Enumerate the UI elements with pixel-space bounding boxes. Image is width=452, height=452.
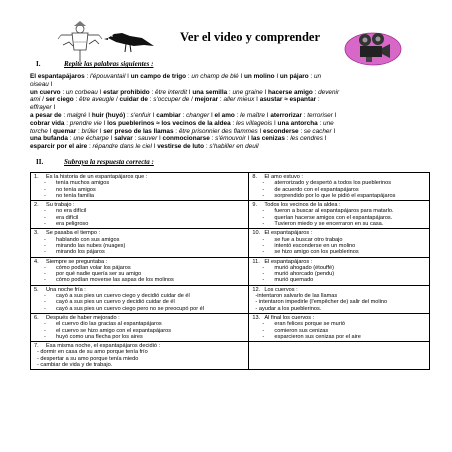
vocab-term: las cenizas — [251, 135, 285, 143]
vocab-separator: : — [125, 111, 131, 119]
answer-option[interactable]: - ayudar a los pueblerinos. — [255, 305, 322, 312]
question-cell-left — [31, 229, 249, 257]
vocab-separator: I — [332, 111, 337, 119]
vocab-separator: : — [132, 135, 139, 143]
vocab-separator: : — [317, 119, 324, 127]
vocab-translation: s'émouvoir — [215, 135, 246, 143]
question-number: 2. — [34, 202, 39, 209]
option-dash: - — [262, 327, 265, 334]
vocab-translation: être aveugle — [79, 96, 115, 104]
option-text: murió quemado — [274, 277, 314, 284]
vocab-term: a pesar de — [30, 111, 62, 119]
vocab-term: una bufanda — [30, 135, 68, 143]
answer-option[interactable] — [34, 306, 246, 312]
question-number: 13. — [252, 314, 261, 321]
vocab-term: un cuervo — [30, 88, 61, 96]
vocab-term: ser preso de las llamas — [103, 127, 174, 135]
question-number: 10. — [252, 230, 261, 237]
vocab-separator: : — [173, 127, 179, 135]
vocab-translation: être prisonnier des flammes — [178, 127, 258, 135]
section-1-title: Repite las palabras siguientes : — [64, 60, 154, 68]
vocab-translation: s'occuper de — [153, 96, 190, 104]
vocab-term: salvar — [114, 135, 133, 143]
option-text: el cuervo se hizo amigo con el espantapájaros — [56, 327, 172, 334]
option-dash: - — [44, 221, 46, 228]
question-number: 4. — [34, 258, 39, 265]
question-prompt: El amo estuvo : — [264, 174, 303, 180]
vocab-term: quemar — [53, 127, 77, 135]
section-2-title: Subraya la respuesta correcta : — [64, 158, 154, 166]
vocab-term: El espantapájaros — [30, 73, 85, 80]
option-text: se fue a buscar otro trabajo — [274, 236, 343, 243]
vocab-line — [30, 81, 425, 89]
vocab-term: asustar ≈ espantar — [259, 96, 317, 104]
section-1-heading — [36, 60, 153, 68]
option-text: cómo podían volar los pájaros — [56, 264, 131, 271]
question-block — [34, 315, 246, 340]
section-2-number: II. — [36, 158, 44, 166]
vocab-translation: une écharpe — [73, 135, 109, 143]
vocab-term: un molino — [244, 73, 275, 80]
vocab-separator: : — [301, 111, 308, 119]
question-prompt: Una noche fría : — [46, 286, 86, 293]
vocab-separator: I — [86, 111, 92, 119]
option-text: aterrorizado y despertó a todos los pueblerinos — [274, 180, 392, 187]
question-number: 11. — [252, 258, 260, 265]
vocab-translation: ami — [30, 96, 41, 104]
vocab-line — [30, 96, 425, 104]
question-cell-right — [249, 313, 430, 341]
option-text: por qué nadie quería ser su amigo — [56, 271, 142, 278]
question-block — [34, 259, 246, 284]
vocab-line — [30, 73, 425, 81]
answer-option[interactable] — [34, 221, 246, 227]
question-cell-left — [31, 285, 249, 313]
option-text: el cuervo dio las gracias al espantapájaros — [56, 321, 162, 328]
vocab-separator: : — [316, 96, 320, 104]
option-dash: - — [262, 208, 265, 215]
option-dash: - — [44, 333, 46, 340]
vocab-translation: le maître — [240, 111, 265, 119]
vocab-separator: : — [227, 88, 233, 96]
answer-option[interactable] — [252, 221, 427, 227]
vocab-term: hacerse amigo — [268, 88, 313, 96]
questions-table — [30, 172, 430, 370]
option-text: tenía muchos amigos — [56, 180, 110, 187]
question-block — [34, 287, 246, 312]
section-2-heading — [36, 158, 154, 166]
vocab-translation: l'épouvantail — [90, 73, 126, 80]
vocab-translation: être interdit — [155, 88, 188, 96]
vocab-separator: I — [331, 127, 336, 135]
answer-option[interactable] — [252, 249, 427, 255]
vocab-term: un campo de trigo — [130, 73, 187, 80]
answer-option[interactable] — [252, 277, 427, 283]
question-prompt: Su trabajo : — [46, 202, 75, 209]
vocab-translation: un corbeau — [65, 88, 98, 96]
option-dash: - — [44, 264, 46, 271]
question-prompt: El espantapájaros : — [264, 258, 313, 265]
vocab-separator: I — [322, 135, 327, 143]
vocab-separator: / — [114, 96, 120, 104]
question-row — [31, 257, 430, 285]
vocab-separator: : — [64, 119, 70, 127]
question-prompt: Es la historia de un espantapájaros que : — [46, 174, 148, 180]
vocab-translation: une graine — [232, 88, 263, 96]
vocab-term: cobrar vida — [30, 119, 65, 127]
option-text: no era difícil — [56, 208, 87, 215]
vocab-translation: répandre dans le ciel — [92, 143, 152, 151]
question-block — [252, 259, 427, 284]
option-text: eran felices porque se murió — [274, 321, 346, 328]
page-title: Ver el video y comprender — [179, 30, 321, 44]
question-number: 3. — [34, 230, 39, 237]
vocab-separator: I — [209, 111, 215, 119]
vocab-separator: : — [186, 73, 192, 80]
question-block — [252, 174, 427, 199]
option-dash: - — [262, 236, 265, 243]
option-dash: - — [44, 271, 46, 278]
answer-option[interactable] — [252, 334, 427, 340]
question-row — [31, 229, 430, 257]
question-cell-right — [249, 342, 430, 370]
vocab-translation: brûler — [81, 127, 98, 135]
vocab-term: cambiar — [156, 111, 181, 119]
vocab-translation: aller mieux — [223, 96, 255, 104]
vocab-separator: : — [149, 88, 156, 96]
option-dash: - — [262, 249, 265, 256]
vocab-translation: malgré — [66, 111, 87, 119]
option-text: no tenía familia — [56, 192, 94, 199]
question-block — [252, 315, 427, 340]
question-row — [31, 201, 430, 229]
option-text: esparcieron sus cenizas por el aire — [274, 333, 361, 340]
option-dash: - — [44, 186, 46, 193]
vocab-separator: I — [97, 88, 104, 96]
vocab-separator: : — [284, 135, 291, 143]
answer-option[interactable] — [34, 277, 246, 283]
question-cell-right — [249, 285, 430, 313]
question-row — [31, 285, 430, 313]
vocab-separator: : — [73, 96, 80, 104]
option-dash: - — [44, 236, 46, 243]
question-row — [31, 313, 430, 341]
option-text: cayó a sus pies un cuervo ciego y decidió cuidar de él — [56, 293, 190, 300]
question-prompt: El espantapájaros : — [264, 230, 313, 237]
option-text: era peligroso — [56, 221, 89, 228]
vocab-term: mejorar — [194, 96, 219, 104]
vocab-translation: se cacher — [303, 127, 332, 135]
question-cell-left — [31, 257, 249, 285]
vocab-translation: oiseau — [30, 80, 49, 88]
vocab-separator: I — [48, 80, 53, 88]
vocab-translation: les villageois — [235, 119, 273, 127]
option-text: cayó a sus pies un cuervo ciego pero no se preocupó por él — [56, 305, 205, 312]
option-dash: - — [44, 180, 46, 187]
answer-option[interactable] — [252, 193, 427, 199]
vocab-term: aterrorizar — [270, 111, 302, 119]
option-dash: - — [262, 180, 265, 187]
vocab-separator: : — [230, 119, 236, 127]
option-text: murió ahorcado (pendu) — [274, 271, 335, 278]
section-1-number: I. — [36, 60, 41, 68]
vocab-separator: : — [308, 73, 314, 80]
vocab-separator: : — [147, 96, 154, 104]
option-dash: - — [44, 242, 46, 249]
vocab-line — [30, 104, 425, 112]
question-block — [252, 230, 427, 255]
option-dash: - — [262, 221, 265, 228]
vocab-separator: : — [84, 73, 91, 80]
vocab-term: cuidar de — [119, 96, 148, 104]
option-text: fueron a buscar al espantapájaros para matarlo. — [274, 208, 394, 215]
question-cell-left — [31, 313, 249, 341]
option-text: huyó como una flecha por los aires — [56, 333, 143, 340]
question-number: 5. — [34, 286, 39, 293]
vocab-translation: les cendres — [290, 135, 323, 143]
option-text: mirando los pájaros — [56, 249, 105, 256]
question-block — [34, 202, 246, 227]
question-prompt: Esa misma noche, el espantapájaros decidió : — [46, 343, 161, 350]
vocab-term: huir (huyó) — [91, 111, 126, 119]
vocab-separator: I — [108, 135, 115, 143]
vocab-translation: un champ de blé — [191, 73, 239, 80]
question-number: 12. — [252, 286, 261, 293]
question-prompt: Se pasaba el tiempo : — [46, 230, 101, 237]
answer-option[interactable]: - despertar a su amo porque tenía miedo — [37, 355, 139, 362]
question-prompt: Después de haber mejorado : — [46, 314, 120, 321]
vocab-translation: sauver — [138, 135, 158, 143]
question-cell-right — [249, 173, 430, 201]
vocab-line — [30, 120, 425, 128]
vocab-term: un pájaro — [279, 73, 309, 80]
option-text: hablando con sus amigos — [56, 236, 120, 243]
question-prompt: Todos los vecinos de la aldea : — [264, 202, 341, 209]
question-number: 9. — [252, 202, 258, 209]
question-prompt: Los cuervos : — [264, 286, 298, 293]
vocab-separator: I — [51, 104, 56, 112]
vocab-separator: : — [60, 88, 66, 96]
vocab-translation: un — [313, 73, 322, 80]
option-text: Tuvieron miedo y se encerraron en su casa. — [274, 221, 384, 228]
vocab-separator: I — [245, 135, 252, 143]
question-number: 1. — [34, 174, 39, 180]
vocab-separator: : — [180, 111, 187, 119]
option-dash: - — [44, 299, 46, 306]
vocab-separator: I — [101, 119, 108, 127]
option-dash: - — [44, 249, 46, 256]
vocab-term: una antorcha — [277, 119, 318, 127]
vocab-translation: s'enfuir — [130, 111, 151, 119]
vocab-line — [30, 135, 425, 143]
vocabulary-list — [30, 73, 425, 151]
vocab-translation: une — [323, 119, 334, 127]
vocab-separator: : — [218, 96, 224, 104]
vocab-separator: I — [254, 96, 260, 104]
question-number: 8. — [252, 174, 258, 180]
scarecrow-drawing — [57, 20, 103, 62]
question-cell-right — [249, 201, 430, 229]
answer-option[interactable] — [34, 249, 246, 255]
answer-option[interactable] — [34, 193, 246, 199]
vocab-separator: I — [150, 111, 157, 119]
film-camera-drawing — [344, 28, 402, 66]
vocab-separator: I — [47, 127, 54, 135]
question-prompt: Al final los cuervos : — [264, 314, 315, 321]
vocab-translation: s'habiller en deuil — [209, 143, 259, 151]
option-dash: - — [262, 264, 265, 271]
question-prompt: Siempre se preguntaba : — [46, 258, 108, 265]
option-dash: - — [44, 214, 46, 221]
vocab-separator: / — [40, 96, 46, 104]
option-dash: - — [262, 214, 265, 221]
vocab-term: ser ciego — [45, 96, 74, 104]
option-text: era difícil — [56, 214, 79, 221]
vocab-separator: : — [87, 143, 93, 151]
option-text: se hizo amigo con los pueblerinos — [274, 249, 359, 256]
vocab-term: una semilla — [192, 88, 228, 96]
option-dash: - — [44, 293, 46, 300]
option-dash: - — [44, 208, 46, 215]
option-text: querían hacerse amigos con el espantapájaros. — [274, 214, 393, 221]
option-text: no tenía amigos — [56, 186, 96, 193]
vocab-line — [30, 143, 425, 151]
question-number: 6. — [34, 314, 39, 321]
option-text: cómo podían moverse las aspas de los molinos — [56, 277, 174, 284]
vocab-separator: : — [234, 111, 241, 119]
option-dash: - — [262, 242, 265, 249]
question-cell-left — [31, 173, 249, 201]
vocab-separator: : — [312, 88, 319, 96]
option-dash: - — [262, 192, 265, 199]
answer-option[interactable]: - dormir en casa de su amo porque tenía frío — [37, 349, 148, 356]
vocab-term: esconderse — [263, 127, 299, 135]
vocab-separator: I — [265, 111, 271, 119]
question-block — [34, 343, 246, 368]
vocab-line — [30, 112, 425, 120]
option-dash: - — [44, 277, 46, 284]
crow-drawing — [104, 26, 156, 54]
vocab-translation: devenir — [318, 88, 340, 96]
option-dash: - — [44, 321, 46, 328]
option-dash: - — [262, 271, 265, 278]
answer-option[interactable]: - cambiar de vida y de trabajo. — [37, 362, 113, 369]
vocab-separator: I — [97, 127, 104, 135]
option-dash: - — [44, 305, 46, 312]
question-number: 7. — [34, 343, 39, 350]
vocab-separator: : — [209, 135, 216, 143]
vocab-translation: prendre vie — [69, 119, 102, 127]
vocab-separator: I — [262, 88, 269, 96]
vocab-separator: : — [68, 135, 74, 143]
question-cell-right — [249, 257, 430, 285]
vocab-translation: changer — [186, 111, 210, 119]
vocab-term: los pueblerinos ≈ los vecinos de la aldea — [107, 119, 231, 127]
vocab-term: estar prohibido — [103, 88, 150, 96]
question-cell-left — [31, 342, 249, 370]
vocab-term: vestirse de luto — [157, 143, 205, 151]
option-text: murió ahogado (étouffé) — [274, 264, 335, 271]
question-block — [252, 202, 427, 227]
question-row — [31, 173, 430, 201]
vocab-separator: I — [257, 127, 264, 135]
vocab-separator: I — [274, 73, 280, 80]
question-block — [34, 230, 246, 255]
question-cell-right — [249, 229, 430, 257]
vocab-term: conmocionarse — [162, 135, 210, 143]
vocab-line — [30, 128, 425, 136]
option-text: sorprendido por lo que le pidió el espantapájaros — [274, 192, 396, 199]
option-dash: - — [44, 192, 46, 199]
option-dash: - — [262, 277, 265, 284]
option-dash: - — [262, 186, 265, 193]
vocab-separator: : — [204, 143, 210, 151]
question-block — [34, 174, 246, 199]
option-text: de acuerdo con el espantapájaros — [274, 186, 359, 193]
answer-option[interactable] — [34, 334, 246, 340]
vocab-separator: I — [272, 119, 278, 127]
option-text: intentó esconderse en un molino — [274, 242, 356, 249]
vocab-separator: I — [125, 73, 131, 80]
option-dash: - — [262, 321, 265, 328]
question-cell-left — [31, 201, 249, 229]
option-text: comieron sus cenizas — [274, 327, 329, 334]
vocab-separator: : — [61, 111, 67, 119]
answer-option[interactable]: -intentaron salvarlo de las llamas — [255, 293, 338, 300]
option-dash: - — [262, 333, 265, 340]
vocab-separator: I — [187, 88, 193, 96]
question-row — [31, 342, 430, 370]
option-text: cayó a sus pies un cuervo y decidió cuidar de él — [56, 299, 175, 306]
vocab-separator: : — [76, 127, 82, 135]
option-text: mirando las nubes (nuages) — [56, 242, 126, 249]
vocab-translation: effrayer — [30, 104, 52, 112]
vocab-separator: I — [151, 143, 158, 151]
question-block — [252, 287, 427, 312]
vocab-separator: : — [298, 127, 304, 135]
vocab-separator: I — [238, 73, 245, 80]
vocab-translation: torche — [30, 127, 48, 135]
vocab-term: esparcir por el aire — [30, 143, 88, 151]
vocab-separator: / — [189, 96, 195, 104]
option-dash: - — [44, 327, 46, 334]
vocab-term: el amo — [214, 111, 235, 119]
vocab-separator: I — [157, 135, 163, 143]
vocab-line — [30, 89, 425, 97]
vocab-translation: terroriser — [307, 111, 333, 119]
answer-option[interactable]: - intentaron impedirle (l'empêcher de) salir del molino — [255, 299, 388, 306]
